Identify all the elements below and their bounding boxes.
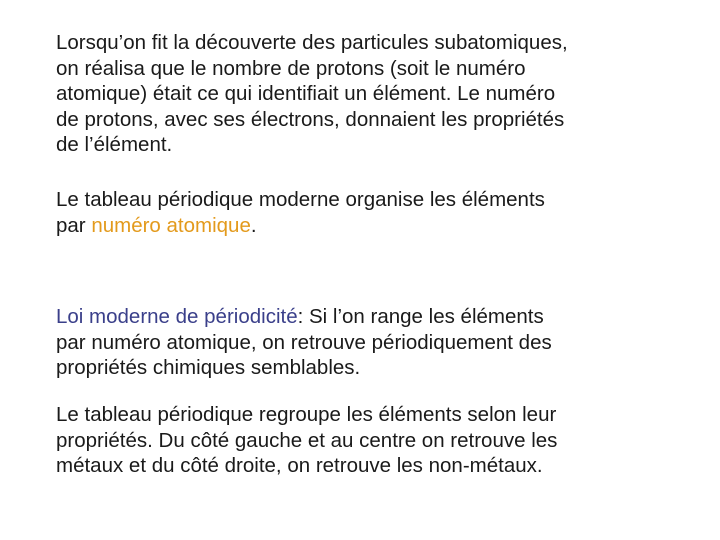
highlight-atomic-number: numéro atomique xyxy=(91,213,251,237)
paragraph-modern-table-end: . xyxy=(250,213,257,237)
paragraph-periodic-law-text: : Si l’on range les éléments par numéro atomique, on retrouve périodiquement des propriétés chimiques semblables. xyxy=(56,305,552,379)
paragraph-modern-table-text: Le tableau périodique moderne organise les éléments par xyxy=(56,188,545,237)
highlight-periodic-law-title: Loi moderne de périodicité xyxy=(56,305,298,328)
paragraph-periodic-law xyxy=(56,304,552,381)
paragraph-subatomic-particles: Lorsqu’on fit la découverte des particules subatomiques, on réalisa que le nombre de protons (soit le numéro atomique) était ce qui identifiait un élément. Le numéro de protons, avec ses électrons, donnaient les propriétés de l’élément. xyxy=(56,31,568,156)
paragraph-modern-table xyxy=(56,187,545,238)
paragraph-metals-nonmetals: Le tableau périodique regroupe les éléments selon leur propriétés. Du côté gauche et au centre on retrouve les métaux et du côté droite, on retrouve les non-métaux. xyxy=(56,403,558,477)
